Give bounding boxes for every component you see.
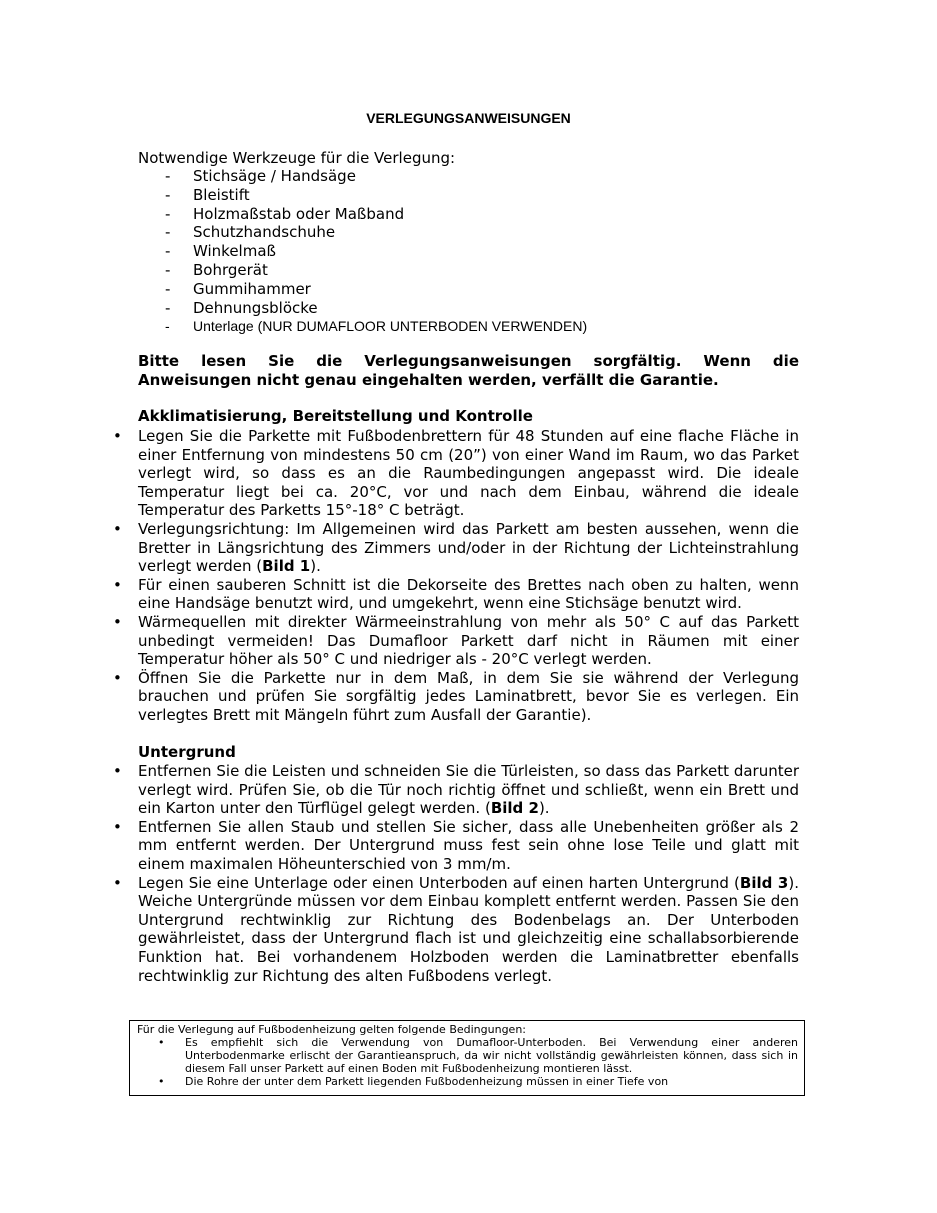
tools-list-item: - Bohrgerät [165,260,268,279]
bullet-dot: • [113,575,122,594]
list-item: • Entfernen Sie allen Staub und stellen Sie sicher, dass alle Unebenheiten größer als 2 mm entfernt werden. Der Untergrund muss fest sein ohne lose Teile und glatt mit einem maximalen Höheunterschied von 3 mm/m. [113,817,799,873]
list-item: • Legen Sie eine Unterlage oder einen Unterboden auf einen harten Untergrund (Bild 3). Weiche Untergründe müssen vor dem Einbau komplett entfernt werden. Passen Sie den Untergrund rechtwinklig zur Richtung des Bodenbelags an. Der Unterboden gewährleistet, dass der Untergrund flach ist und gleichzeitig eine schallabsorbierende Funktion hat. Bei vorhandenem Holzboden werden die Laminatbretter ebenfalls rechtwinklig zur Richtung des alten Fußbodens verlegt. [113,873,799,985]
section-heading-subfloor: Untergrund [138,743,236,761]
figure-reference: Bild 1 [262,557,311,576]
bullet-dot: • [113,817,122,836]
tools-list-item: - Unterlage (NUR DUMAFLOOR UNTERBODEN VERWENDEN) [165,318,588,335]
list-item: • Es empfiehlt sich die Verwendung von Dumafloor-Unterboden. Bei Verwendung einer anderen Unterbodenmarke erlischt der Garantieanspruch, da wir nicht vollständig gewährleisten können, dass sich in diesem Fall unser Parkett auf einen Boden mit Fußbodenheizung montieren lässt. [158,1036,798,1075]
subfloor-list [113,762,799,985]
dash-bullet: - [165,298,171,317]
warranty-warning: Bitte lesen Sie die Verlegungsanweisungen sorgfältig. Wenn die Anweisungen nicht genau eingehalten werden, verfällt die Garantie. [138,352,799,389]
bullet-dot: • [113,519,122,538]
section-heading-acclimatization: Akklimatisierung, Bereitstellung und Kontrolle [138,407,533,425]
tools-list-item: - Dehnungsblöcke [165,298,318,317]
list-item: • Für einen sauberen Schnitt ist die Dekorseite des Brettes nach oben zu halten, wenn eine Handsäge benutzt wird, und umgekehrt, wenn eine Stichsäge benutzt wird. [113,575,799,613]
list-item: • Entfernen Sie die Leisten und schneiden Sie die Türleisten, so dass das Parkett darunter verlegt wird. Prüfen Sie, ob die Tür noch richtig öffnet und schließt, wenn ein Brett und ein Karton unter den Türflügel gelegt werden. (Bild 2). [113,762,799,818]
list-item: • Legen Sie die Parkette mit Fußbodenbrettern für 48 Stunden auf eine flache Fläche in einer Entfernung von mindestens 50 cm (20”) von einer Wand im Raum, wo das Parket verlegt wird, so dass es an die Raumbedingungen angepasst wird. Die ideale Temperatur liegt bei ca. 20°C, vor und nach dem Einbau, während die ideale Temperatur des Parketts 15°-18° C beträgt. [113,427,799,520]
tools-list-item: - Stichsäge / Handsäge [165,167,356,185]
bullet-dot: • [113,427,122,445]
bullet-dot: • [158,1036,165,1049]
tools-list-item: - Bleistift [165,185,250,204]
bullet-dot: • [158,1075,165,1088]
bullet-dot: • [113,668,122,687]
dash-bullet: - [165,260,171,279]
acclimatization-list [113,427,799,725]
tools-list-item: - Schutzhandschuhe [165,223,336,242]
figure-reference: Bild 2 [490,799,539,818]
dash-bullet: - [165,279,171,298]
dash-bullet: - [165,185,171,204]
tools-intro: Notwendige Werkzeuge für die Verlegung: [138,149,456,167]
tools-list-item: - Winkelmaß [165,242,276,261]
tools-list-item: - Holzmaßstab oder Maßband [165,204,405,223]
figure-reference: Bild 3 [739,873,789,892]
tools-list-item: - Gummihammer [165,279,311,298]
list-item: • Wärmequellen mit direkter Wärmeeinstrahlung von mehr als 50° C auf das Parkett unbedingt vermeiden! Das Dumafloor Parkett darf nicht in Räumen mit einer Temperatur höher als 50° C und niedriger als - 20°C verlegt werden. [113,612,799,669]
dash-bullet: - [165,223,171,242]
bullet-dot: • [113,762,122,780]
list-item: • Die Rohre der unter dem Parkett liegenden Fußbodenheizung müssen in einer Tiefe von [158,1075,669,1088]
list-item: • Öffnen Sie die Parkette nur in dem Maß, in dem Sie sie während der Verlegung brauchen und prüfen Sie sorgfältig jedes Laminatbrett, bevor Sie es verlegen. Ein verlegtes Brett mit Mängeln führt zum Ausfall der Garantie). [113,668,799,724]
bullet-dot: • [113,612,122,631]
bullet-dot: • [113,873,122,892]
floor-heating-note-box [129,1020,805,1096]
note-box-list [158,1036,798,1088]
document-title: VERLEGUNGSANWEISUNGEN [366,110,571,126]
tools-list [138,167,587,336]
dash-bullet: - [165,204,171,223]
note-box-heading: Für die Verlegung auf Fußbodenheizung gelten folgende Bedingungen: [137,1023,527,1036]
dash-bullet: - [165,242,171,261]
list-item: • Verlegungsrichtung: Im Allgemeinen wird das Parkett am besten aussehen, wenn die Bretter in Längsrichtung des Zimmers und/oder in der Richtung der Lichteinstrahlung verlegt werden (Bild 1). [113,519,799,576]
dash-bullet: - [165,167,171,185]
dash-bullet: - [165,318,170,335]
